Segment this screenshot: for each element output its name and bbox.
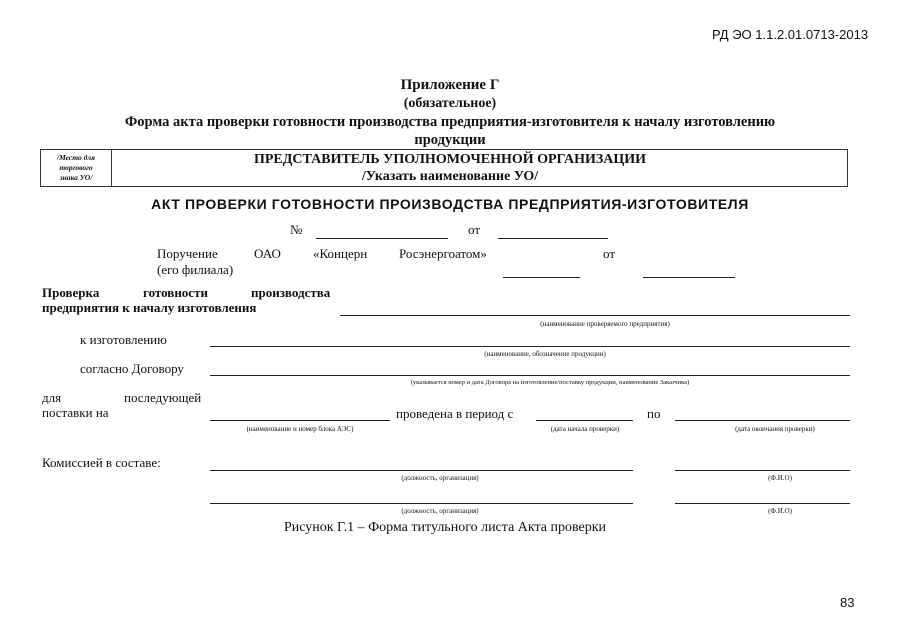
enterprise-caption: (наименование проверяемого предприятия) — [540, 320, 670, 328]
start-date-field[interactable] — [536, 420, 633, 421]
period-label: проведена в период с — [396, 406, 514, 421]
date-field[interactable] — [498, 238, 608, 239]
order-label: Поручение — [157, 246, 218, 261]
member1-position-caption: (должность, организация) — [401, 474, 479, 482]
check-word2: готовности — [143, 285, 208, 300]
block-field[interactable] — [210, 420, 390, 421]
member2-name-field[interactable] — [675, 503, 850, 504]
commission-label: Комиссией в составе: — [42, 455, 161, 470]
oao-label: ОАО — [254, 246, 281, 261]
trademark-place-line3: знака УО/ — [59, 173, 93, 182]
member1-position-field[interactable] — [210, 470, 633, 471]
mandatory-label: (обязательное) — [403, 96, 497, 111]
trademark-place-line1: /Место для — [57, 153, 95, 162]
number-label: № — [290, 222, 303, 237]
member2-position-field[interactable] — [210, 503, 633, 504]
enterprise-field[interactable] — [340, 315, 850, 316]
product-field[interactable] — [210, 346, 850, 347]
end-date-caption: (дата окончания проверки) — [735, 425, 815, 433]
order-date-label: от — [603, 246, 616, 261]
check-line2: предприятия к началу изготовления — [42, 300, 257, 315]
act-title: АКТ ПРОВЕРКИ ГОТОВНОСТИ ПРОИЗВОДСТВА ПРЕДПРИЯТИЯ-ИЗГОТОВИТЕЛЯ — [151, 196, 749, 212]
contract-caption: (указывается номер и дата Договора на изготовление/поставку продукции, наименование Заказчика) — [410, 379, 690, 386]
contract-label: согласно Договору — [80, 361, 184, 376]
form-title-line2: продукции — [414, 132, 486, 148]
order-number-field[interactable] — [503, 277, 580, 278]
start-date-caption: (дата начала проверки) — [550, 425, 620, 433]
to-manufacture-label: к изготовлению — [80, 332, 167, 347]
to-label: по — [647, 406, 661, 421]
contract-field[interactable] — [210, 375, 850, 376]
member2-name-caption: (Ф.И.О) — [768, 507, 792, 515]
trademark-place-line2: торгового — [59, 163, 93, 172]
branch-label: (его филиала) — [157, 262, 234, 277]
end-date-field[interactable] — [675, 420, 850, 421]
member1-name-field[interactable] — [675, 470, 850, 471]
appendix-title: Приложение Г — [400, 77, 500, 93]
product-caption: (наименование, обозначение продукции) — [484, 350, 606, 358]
rosenergoatom-label: Росэнергоатом» — [399, 246, 487, 261]
representative-title: ПРЕДСТАВИТЕЛЬ УПОЛНОМОЧЕННОЙ ОРГАНИЗАЦИИ — [253, 152, 647, 167]
member2-position-caption: (должность, организация) — [401, 507, 479, 515]
concern-label: «Концерн — [313, 246, 368, 261]
for-label: для — [42, 390, 62, 405]
subsequent-label: последующей — [124, 390, 202, 405]
page-number: 83 — [840, 595, 855, 610]
figure-caption: Рисунок Г.1 – Форма титульного листа Акта проверки — [283, 520, 607, 535]
number-field[interactable] — [316, 238, 448, 239]
check-word3: производства — [251, 285, 331, 300]
document-code: РД ЭО 1.1.2.01.0713-2013 — [712, 27, 869, 42]
block-caption: (наименование и номер блока АЭС) — [246, 425, 354, 433]
representative-subtitle: /Указать наименование УО/ — [361, 169, 539, 184]
check-word1: Проверка — [42, 285, 100, 300]
form-title-line1: Форма акта проверки готовности производства предприятия-изготовителя к началу изготовлению — [124, 114, 776, 130]
order-date-field[interactable] — [643, 277, 735, 278]
delivery-label: поставки на — [42, 405, 109, 420]
member1-name-caption: (Ф.И.О) — [768, 474, 792, 482]
date-label: от — [468, 222, 481, 237]
